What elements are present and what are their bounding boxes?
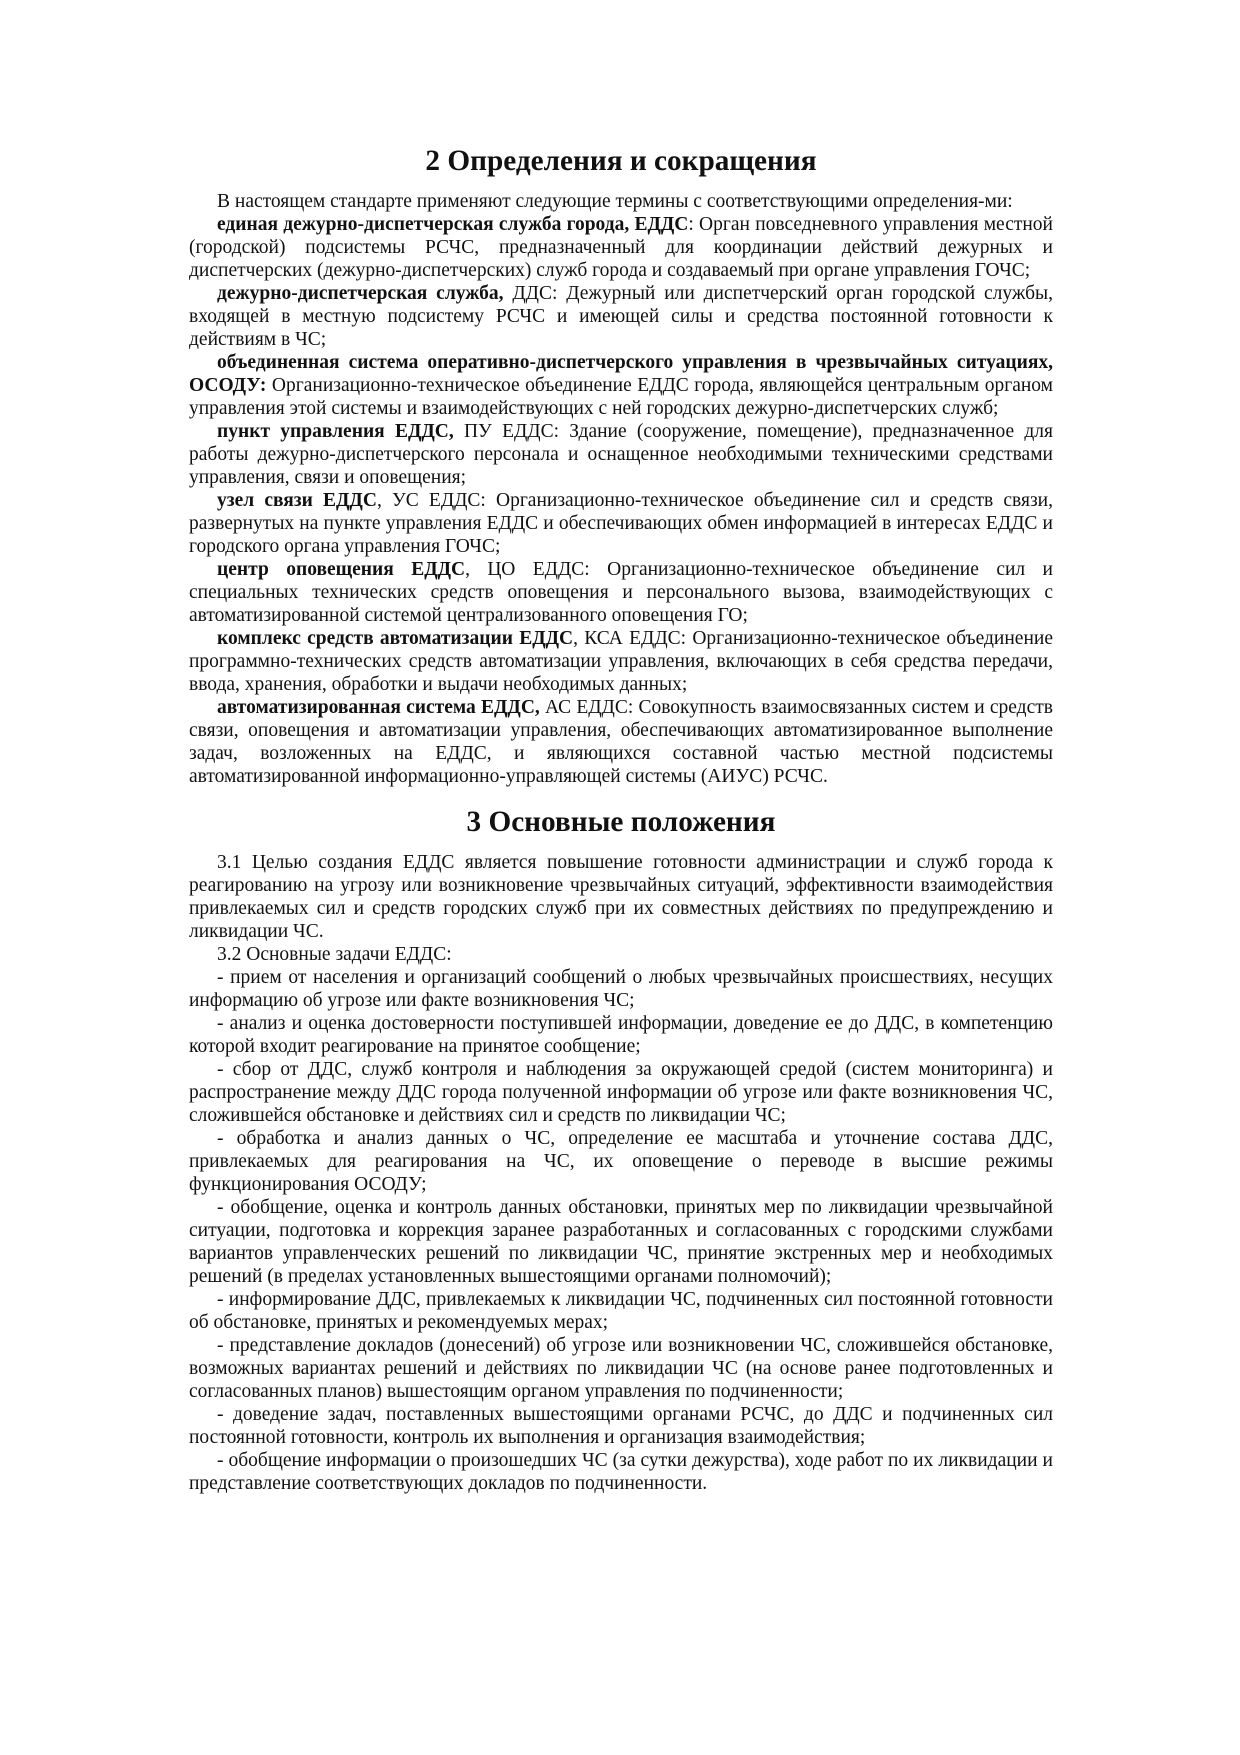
definition-text: ДДС: Дежурный или диспетчерский орган городской службы, входящей в местную подсистему РСЧС и имеющей силы и средства постоянной готовности к действиям в ЧС; bbox=[189, 283, 1053, 350]
section-3-paragraph: 3.1 Целью создания ЕДДС является повышение готовности администрации и служб города к реагированию на угрозу или возникновение чрезвычайных ситуаций, эффективности взаимодействия привлекаемых сил и средств городских служб при их совместных действиях по предупреждению и ликвидации ЧС. bbox=[189, 852, 1053, 942]
definition-item bbox=[189, 696, 1053, 788]
task-list-item: - прием от населения и организаций сообщений о любых чрезвычайных происшествиях, несущих информацию об угрозе или факте возникновения ЧС; bbox=[189, 967, 1053, 1011]
definition-term: дежурно-диспетчерская служба, bbox=[217, 283, 504, 304]
definition-text: АС ЕДДС: Совокупность взаимосвязанных систем и средств связи, оповещения и автоматизации управления, обеспечивающих автоматизированное выполнение задач, возложенных на ЕДДС, и являющихся составной частью местной подсистемы автоматизированной информационно-управляющей системы (АИУС) РСЧС. bbox=[189, 697, 1053, 787]
definition-term: узел связи ЕДДС bbox=[217, 490, 377, 511]
section-2-intro: В настоящем стандарте применяют следующие термины с соответствующими определения-ми: bbox=[217, 191, 1013, 212]
definition-text: ПУ ЕДДС: Здание (сооружение, помещение), предназначенное для работы дежурно-диспетчерского персонала и оснащенное необходимыми техническими средствами управления, связи и оповещения; bbox=[189, 421, 1053, 488]
task-list-item: - обработка и анализ данных о ЧС, определение ее масштаба и уточнение состава ДДС, привлекаемых для реагирования на ЧС, их оповещение о переводе в высшие режимы функционирования ОСОДУ; bbox=[189, 1128, 1053, 1195]
definition-term: единая дежурно-диспетчерская служба города, ЕДДС bbox=[217, 214, 689, 235]
task-list-item: - обобщение, оценка и контроль данных обстановки, принятых мер по ликвидации чрезвычайной ситуации, подготовка и коррекция заранее разработанных и согласованных с городскими службами вариантов управленческих решений по ликвидации ЧС, принятие экстренных мер и необходимых решений (в пределах установленных вышестоящими органами полномочий); bbox=[189, 1197, 1053, 1287]
definition-term: автоматизированная система ЕДДС, bbox=[217, 697, 540, 718]
definition-item bbox=[189, 351, 1053, 420]
section-3-title: 3 Основные положения bbox=[466, 806, 776, 838]
definition-text: , КСА ЕДДС: Организационно-техническое объединение программно-технических средств автоматизации управления, включающих в себя средства передачи, ввода, хранения, обработки и выдачи необходимых данных; bbox=[189, 628, 1053, 695]
definition-item bbox=[189, 627, 1053, 696]
section-3-paragraph: 3.2 Основные задачи ЕДДС: bbox=[217, 944, 452, 965]
definition-term: объединенная система оперативно-диспетчерского управления в чрезвычайных ситуациях, ОСОДУ: bbox=[189, 352, 1053, 396]
task-list-item: - сбор от ДДС, служб контроля и наблюдения за окружающей средой (систем мониторинга) и распространение между ДДС города полученной информации об угрозе или факте возникновения ЧС, сложившейся обстановке и действиях сил и средств по ликвидации ЧС; bbox=[189, 1059, 1053, 1126]
task-list-item: - информирование ДДС, привлекаемых к ликвидации ЧС, подчиненных сил постоянной готовности об обстановке, принятых и рекомендуемых мерах; bbox=[189, 1289, 1053, 1333]
definition-item bbox=[189, 420, 1053, 489]
section-2-title: 2 Определения и сокращения bbox=[425, 145, 817, 177]
definition-term: пункт управления ЕДДС, bbox=[217, 421, 454, 442]
task-list-item: - обобщение информации о произошедших ЧС (за сутки дежурства), ходе работ по их ликвидации и представление соответствующих докладов по подчиненности. bbox=[189, 1450, 1053, 1494]
document-page bbox=[189, 145, 1053, 1495]
definition-item bbox=[189, 489, 1053, 558]
definition-term: комплекс средств автоматизации ЕДДС bbox=[217, 628, 574, 649]
task-list-item: - анализ и оценка достоверности поступившей информации, доведение ее до ДДС, в компетенцию которой входит реагирование на принятое сообщение; bbox=[189, 1013, 1053, 1057]
task-list-item: - доведение задач, поставленных вышестоящими органами РСЧС, до ДДС и подчиненных сил постоянной готовности, контроль их выполнения и организация взаимодействия; bbox=[189, 1404, 1053, 1448]
definition-text: : Орган повседневного управления местной (городской) подсистемы РСЧС, предназначенный для координации действий дежурных и диспетчерских (дежурно-диспетчерских) служб города и создаваемый при органе управления ГОЧС; bbox=[189, 214, 1053, 281]
task-list-item: - представление докладов (донесений) об угрозе или возникновении ЧС, сложившейся обстановке, возможных вариантах решений и действиях по ликвидации ЧС (на основе ранее подготовленных и согласованных планов) вышестоящим органом управления по подчиненности; bbox=[189, 1335, 1053, 1402]
definition-text: Организационно-техническое объединение ЕДДС города, являющейся центральным органом управления этой системы и взаимодействующих с ней городских дежурно-диспетчерских служб; bbox=[189, 375, 1053, 419]
definition-item bbox=[189, 213, 1053, 282]
definition-item bbox=[189, 282, 1053, 351]
definition-text: , УС ЕДДС: Организационно-техническое объединение сил и средств связи, развернутых на пункте управления ЕДДС и обеспечивающих обмен информацией в интересах ЕДДС и городского органа управления ГОЧС; bbox=[189, 490, 1053, 557]
definition-term: центр оповещения ЕДДС bbox=[217, 559, 466, 580]
definition-item bbox=[189, 558, 1053, 627]
definition-text: , ЦО ЕДДС: Организационно-техническое объединение сил и специальных технических средств оповещения и персонального вызова, взаимодействующих с автоматизированной системой централизованного оповещения ГО; bbox=[189, 559, 1053, 626]
